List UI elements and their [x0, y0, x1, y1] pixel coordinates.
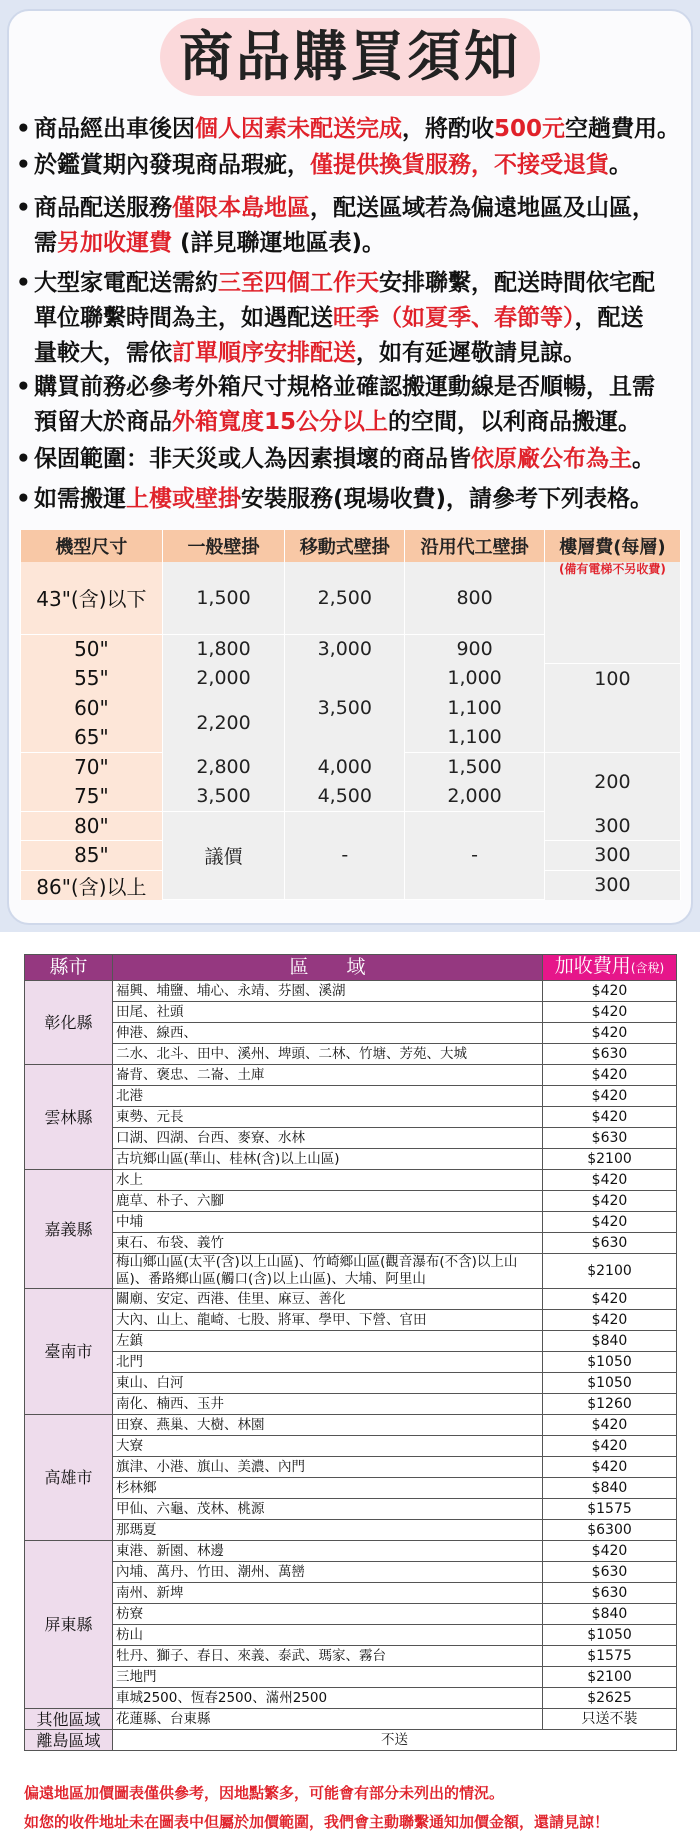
- tax-note: (含稅): [630, 961, 665, 975]
- notice-text: 於鑑賞期內發現商品瑕疵，: [34, 152, 310, 178]
- size-cell: 80": [21, 811, 163, 841]
- notice-text: ，如有延遲敬請見諒。: [356, 340, 586, 366]
- fee-cell: $420: [543, 1289, 677, 1310]
- area-cell: 旗津、小港、旗山、美濃、內門: [113, 1457, 543, 1478]
- notice-text: 購買前務必參考外箱尺寸規格並確認搬運動線是否順暢，且需: [34, 374, 655, 400]
- county-cell: 嘉義縣: [25, 1170, 113, 1289]
- area-cell: 甲仙、六龜、茂林、桃源: [113, 1499, 543, 1520]
- notice-line: [16, 148, 632, 183]
- area-cell: 那瑪夏: [113, 1520, 543, 1541]
- fee-cell: $420: [543, 1457, 677, 1478]
- table-row: [25, 1667, 677, 1688]
- notice-line: [16, 482, 653, 517]
- fee-cell: $420: [543, 1170, 677, 1191]
- col-header-county: 縣市: [25, 955, 113, 981]
- area-cell: 左鎮: [113, 1331, 543, 1352]
- notice-item: [16, 148, 632, 183]
- fee-cell: $420: [543, 1436, 677, 1457]
- fee-cell: $420: [543, 1086, 677, 1107]
- county-cell: 高雄市: [25, 1415, 113, 1541]
- area-cell: 枋山: [113, 1625, 543, 1646]
- fee-cell: $420: [543, 1212, 677, 1233]
- table-row: [25, 1415, 677, 1436]
- highlight-text: 上樓或壁掛: [126, 486, 241, 512]
- fee-cell: 3,500: [285, 664, 405, 753]
- size-cell: 43"(含)以下: [21, 562, 163, 634]
- table-row: [25, 1688, 677, 1709]
- area-cell: 大寮: [113, 1436, 543, 1457]
- fee-cell: 1,100: [405, 693, 545, 723]
- area-cell: 東山、白河: [113, 1373, 543, 1394]
- table-row: [25, 1478, 677, 1499]
- area-cell: 東港、新園、林邊: [113, 1541, 543, 1562]
- fee-cell: -: [405, 811, 545, 900]
- notice-line: [16, 336, 655, 371]
- fee-cell: $2625: [543, 1688, 677, 1709]
- area-cell: 古坑鄉山區(華山、桂林(含)以上山區): [113, 1149, 543, 1170]
- fee-cell: $420: [543, 1415, 677, 1436]
- area-cell: 水上: [113, 1170, 543, 1191]
- fee-cell: 3,000: [285, 634, 405, 664]
- floor-fee-cell: 300: [544, 841, 680, 871]
- floor-fee-cell: [544, 723, 680, 753]
- fee-header-label: 加收費用: [554, 955, 631, 977]
- notice-text: 。: [632, 446, 655, 472]
- bullet-icon: •: [16, 446, 31, 472]
- area-cell: 東石、布袋、義竹: [113, 1233, 543, 1254]
- county-cell: 離島區域: [25, 1730, 113, 1751]
- size-cell: 75": [21, 782, 163, 812]
- col-header-fee: [543, 955, 677, 981]
- area-cell: 南州、新埤: [113, 1583, 543, 1604]
- remote-fee-table: [24, 954, 677, 1751]
- fee-cell: $840: [543, 1604, 677, 1625]
- floor-fee-cell: [544, 562, 680, 664]
- table-row: [25, 1065, 677, 1086]
- fee-cell: $630: [543, 1044, 677, 1065]
- install-fee-table: [20, 530, 681, 900]
- table-row: [25, 1541, 677, 1562]
- area-cell: 崙背、褒忠、二崙、土庫: [113, 1065, 543, 1086]
- highlight-text: 個人因素未配送完成: [195, 116, 402, 142]
- area-cell: 關廟、安定、西港、佳里、麻豆、善化: [113, 1289, 543, 1310]
- notice-line: [16, 226, 655, 261]
- county-cell: 彰化縣: [25, 981, 113, 1065]
- fee-cell: -: [285, 811, 405, 900]
- highlight-text: 三至四個工作天: [218, 270, 379, 296]
- fee-cell: $420: [543, 1107, 677, 1128]
- fee-cell: 3,500: [162, 782, 284, 812]
- area-cell: 內埔、萬丹、竹田、潮州、萬巒: [113, 1562, 543, 1583]
- fee-cell: $6300: [543, 1520, 677, 1541]
- fee-cell: $420: [543, 1191, 677, 1212]
- area-cell: 大內、山上、龍崎、七股、將軍、學甲、下營、官田: [113, 1310, 543, 1331]
- fee-cell: 1,000: [405, 664, 545, 694]
- area-cell: 花蓮縣、台東縣: [113, 1709, 543, 1730]
- highlight-text: 僅限本島地區: [172, 195, 310, 221]
- fee-cell: 4,000: [285, 752, 405, 782]
- table-row: [25, 1212, 677, 1233]
- table-row: [25, 1107, 677, 1128]
- table-row: [25, 1583, 677, 1604]
- fee-cell: $1050: [543, 1373, 677, 1394]
- notice-line: [16, 266, 655, 301]
- floor-fee-cell: [544, 693, 680, 723]
- highlight-text: 依原廠公布為主: [471, 446, 632, 472]
- notice-line: [16, 301, 655, 336]
- fee-cell: $2100: [543, 1254, 677, 1289]
- notice-item: [16, 442, 655, 477]
- fee-cell: $1575: [543, 1646, 677, 1667]
- table-row: [25, 1233, 677, 1254]
- area-cell: 牡丹、獅子、春日、來義、泰武、瑪家、霧台: [113, 1646, 543, 1667]
- notice-text: 如需搬運: [34, 486, 126, 512]
- table-row: [25, 1331, 677, 1352]
- table-row: [25, 1499, 677, 1520]
- size-cell: 50": [21, 634, 163, 664]
- fee-cell: $630: [543, 1562, 677, 1583]
- highlight-text: 訂單順序安排配送: [172, 340, 356, 366]
- table-row: [25, 1646, 677, 1667]
- notice-text: 需: [34, 230, 57, 256]
- notice-text: ，將酌收: [402, 116, 494, 142]
- table-row: [25, 1709, 677, 1730]
- notice-text: 單位聯繫時間為主，如遇配送: [34, 305, 333, 331]
- table-row: [25, 1373, 677, 1394]
- table-row: [25, 1604, 677, 1625]
- fee-cell: 只送不裝: [543, 1709, 677, 1730]
- bullet-icon: •: [16, 486, 31, 512]
- area-cell: 北港: [113, 1086, 543, 1107]
- footnote: 偏遠地區加價圖表僅供參考，因地點繁多，可能會有部分未列出的情況。: [24, 1784, 505, 1802]
- col-header-size: 機型尺寸: [21, 530, 163, 562]
- bullet-icon: •: [16, 374, 31, 400]
- notice-text: (詳見聯運地區表)。: [172, 230, 386, 256]
- bullet-icon: •: [16, 270, 31, 296]
- bullet-icon: •: [16, 195, 31, 221]
- notice-line: [16, 112, 680, 147]
- area-cell: 三地門: [113, 1667, 543, 1688]
- table-row: [25, 1310, 677, 1331]
- fee-cell: 4,500: [285, 782, 405, 812]
- fee-cell: $630: [543, 1128, 677, 1149]
- fee-cell: $420: [543, 1541, 677, 1562]
- notice-text: ，配送區域若為偏遠地區及山區，: [310, 195, 655, 221]
- notice-text: 商品配送服務: [34, 195, 172, 221]
- fee-cell: 1,800: [162, 634, 284, 664]
- size-cell: 55": [21, 664, 163, 694]
- fee-cell: 2,800: [162, 752, 284, 782]
- fee-cell: $420: [543, 1310, 677, 1331]
- size-cell: 70": [21, 752, 163, 782]
- area-cell: 中埔: [113, 1212, 543, 1233]
- area-cell: 杉林鄉: [113, 1478, 543, 1499]
- table-row: [25, 1128, 677, 1149]
- notice-item: [16, 370, 655, 440]
- notice-text: 商品經出車後因: [34, 116, 195, 142]
- fee-cell: $840: [543, 1331, 677, 1352]
- area-cell: 枋寮: [113, 1604, 543, 1625]
- area-cell: 梅山鄉山區(太平(含)以上山區)、竹崎鄉山區(觀音瀑布(不含)以上山區)、番路鄉山區(觸口(含)以上山區)、大埔、阿里山: [113, 1254, 543, 1289]
- area-cell: 鹿草、朴子、六腳: [113, 1191, 543, 1212]
- area-cell: 二水、北斗、田中、溪州、埤頭、二林、竹塘、芳苑、大城: [113, 1044, 543, 1065]
- table-row: [25, 1457, 677, 1478]
- area-cell: 東勢、元長: [113, 1107, 543, 1128]
- fee-cell: 1,100: [405, 723, 545, 753]
- bullet-icon: •: [16, 152, 31, 178]
- notice-text: ，配送: [574, 305, 644, 331]
- notice-text: 大型家電配送需約: [34, 270, 218, 296]
- county-cell: 臺南市: [25, 1289, 113, 1415]
- highlight-text: 外箱寬度15公分以上: [172, 409, 389, 435]
- area-cell: 北門: [113, 1352, 543, 1373]
- fee-cell: $420: [543, 1023, 677, 1044]
- table-row: [25, 1149, 677, 1170]
- notice-text: 量較大，需依: [34, 340, 172, 366]
- fee-cell: $420: [543, 981, 677, 1002]
- fee-cell: 議價: [162, 811, 284, 900]
- floor-fee-cell: 100: [544, 664, 680, 694]
- notice-text: 保固範圍：非天災或人為因素損壞的商品皆: [34, 446, 471, 472]
- fee-cell: $1260: [543, 1394, 677, 1415]
- notice-item: [16, 191, 655, 261]
- area-cell: 田寮、燕巢、大樹、林園: [113, 1415, 543, 1436]
- fee-cell: $420: [543, 1065, 677, 1086]
- notice-text: 安排聯繫，配送時間依宅配: [379, 270, 655, 296]
- table-row: [25, 1352, 677, 1373]
- fee-cell: 2,200: [162, 693, 284, 752]
- highlight-text: 僅提供換貨服務，不接受退貨: [310, 152, 609, 178]
- size-cell: 65": [21, 723, 163, 753]
- table-row: [25, 1730, 677, 1751]
- fee-cell: 900: [405, 634, 545, 664]
- county-cell: 雲林縣: [25, 1065, 113, 1170]
- notice-line: [16, 405, 655, 440]
- table-row: [25, 1520, 677, 1541]
- table-row: [25, 1002, 677, 1023]
- fee-cell: $840: [543, 1478, 677, 1499]
- area-cell: 福興、埔鹽、埔心、永靖、芬園、溪湖: [113, 981, 543, 1002]
- col-header-general: 一般壁掛: [162, 530, 284, 562]
- table-row: [25, 1170, 677, 1191]
- notice-text: 的空間，以利商品搬運。: [388, 409, 642, 435]
- fee-cell: 1,500: [162, 562, 284, 634]
- fee-cell: $630: [543, 1233, 677, 1254]
- area-cell: 南化、楠西、玉井: [113, 1394, 543, 1415]
- table-row: [25, 1044, 677, 1065]
- fee-cell: 2,000: [162, 664, 284, 694]
- notice-line: [16, 442, 655, 477]
- fee-cell: 800: [405, 562, 545, 634]
- fee-cell: $1050: [543, 1352, 677, 1373]
- table-row: [25, 1562, 677, 1583]
- highlight-text: 另加收運費: [57, 230, 172, 256]
- fee-cell: 1,500: [405, 752, 545, 782]
- county-cell: 其他區域: [25, 1709, 113, 1730]
- notice-line: [16, 370, 655, 405]
- notice-text: 安裝服務(現場收費)，請參考下列表格。: [241, 486, 654, 512]
- notice-item: [16, 112, 680, 147]
- fee-cell: $630: [543, 1583, 677, 1604]
- area-cell: 車城2500、恆春2500、滿州2500: [113, 1688, 543, 1709]
- fee-cell: $2100: [543, 1149, 677, 1170]
- table-row: [25, 1289, 677, 1310]
- bullet-icon: •: [16, 116, 31, 142]
- elevator-note: (備有電梯不另收費): [558, 562, 666, 576]
- floor-fee-cell: 200: [544, 752, 680, 811]
- fee-cell: $1050: [543, 1625, 677, 1646]
- footnote: 如您的收件地址未在圖表中但屬於加價範圍，我們會主動聯繫通知加價金額，還請見諒！: [24, 1813, 610, 1831]
- table-row: [25, 1254, 677, 1289]
- notice-line: [16, 191, 655, 226]
- floor-fee-cell: 300: [544, 870, 680, 900]
- notice-text: 空趟費用。: [565, 116, 681, 142]
- col-header-reuse: 沿用代工壁掛: [405, 530, 545, 562]
- page-title: 商品購買須知: [160, 18, 540, 96]
- size-cell: 85": [21, 841, 163, 871]
- col-header-mobile: 移動式壁掛: [285, 530, 405, 562]
- table-row: [25, 1086, 677, 1107]
- fee-cell: 2,500: [285, 562, 405, 634]
- fee-cell: $420: [543, 1002, 677, 1023]
- size-cell: 86"(含)以上: [21, 870, 163, 900]
- table-row: [25, 1625, 677, 1646]
- floor-fee-cell: 300: [544, 811, 680, 841]
- table-row: [25, 1436, 677, 1457]
- col-header-area: 區 域: [113, 955, 543, 981]
- area-cell: 田尾、社頭: [113, 1002, 543, 1023]
- notice-item: [16, 266, 655, 371]
- fee-cell: 2,000: [405, 782, 545, 812]
- highlight-text: 500元: [494, 116, 566, 142]
- table-row: [25, 1191, 677, 1212]
- notice-item: [16, 482, 653, 517]
- highlight-text: 旺季（如夏季、春節等）: [333, 305, 575, 331]
- area-cell: 口湖、四湖、台西、麥寮、水林: [113, 1128, 543, 1149]
- notice-text: 。: [609, 152, 632, 178]
- area-cell: 伸港、線西、: [113, 1023, 543, 1044]
- table-row: [25, 981, 677, 1002]
- no-delivery-cell: 不送: [113, 1730, 677, 1751]
- fee-cell: $2100: [543, 1667, 677, 1688]
- size-cell: 60": [21, 693, 163, 723]
- table-row: [25, 1394, 677, 1415]
- fee-cell: $1575: [543, 1499, 677, 1520]
- col-header-floor: 樓層費(每層): [544, 530, 680, 562]
- table-row: [25, 1023, 677, 1044]
- notice-text: 預留大於商品: [34, 409, 172, 435]
- county-cell: 屏東縣: [25, 1541, 113, 1709]
